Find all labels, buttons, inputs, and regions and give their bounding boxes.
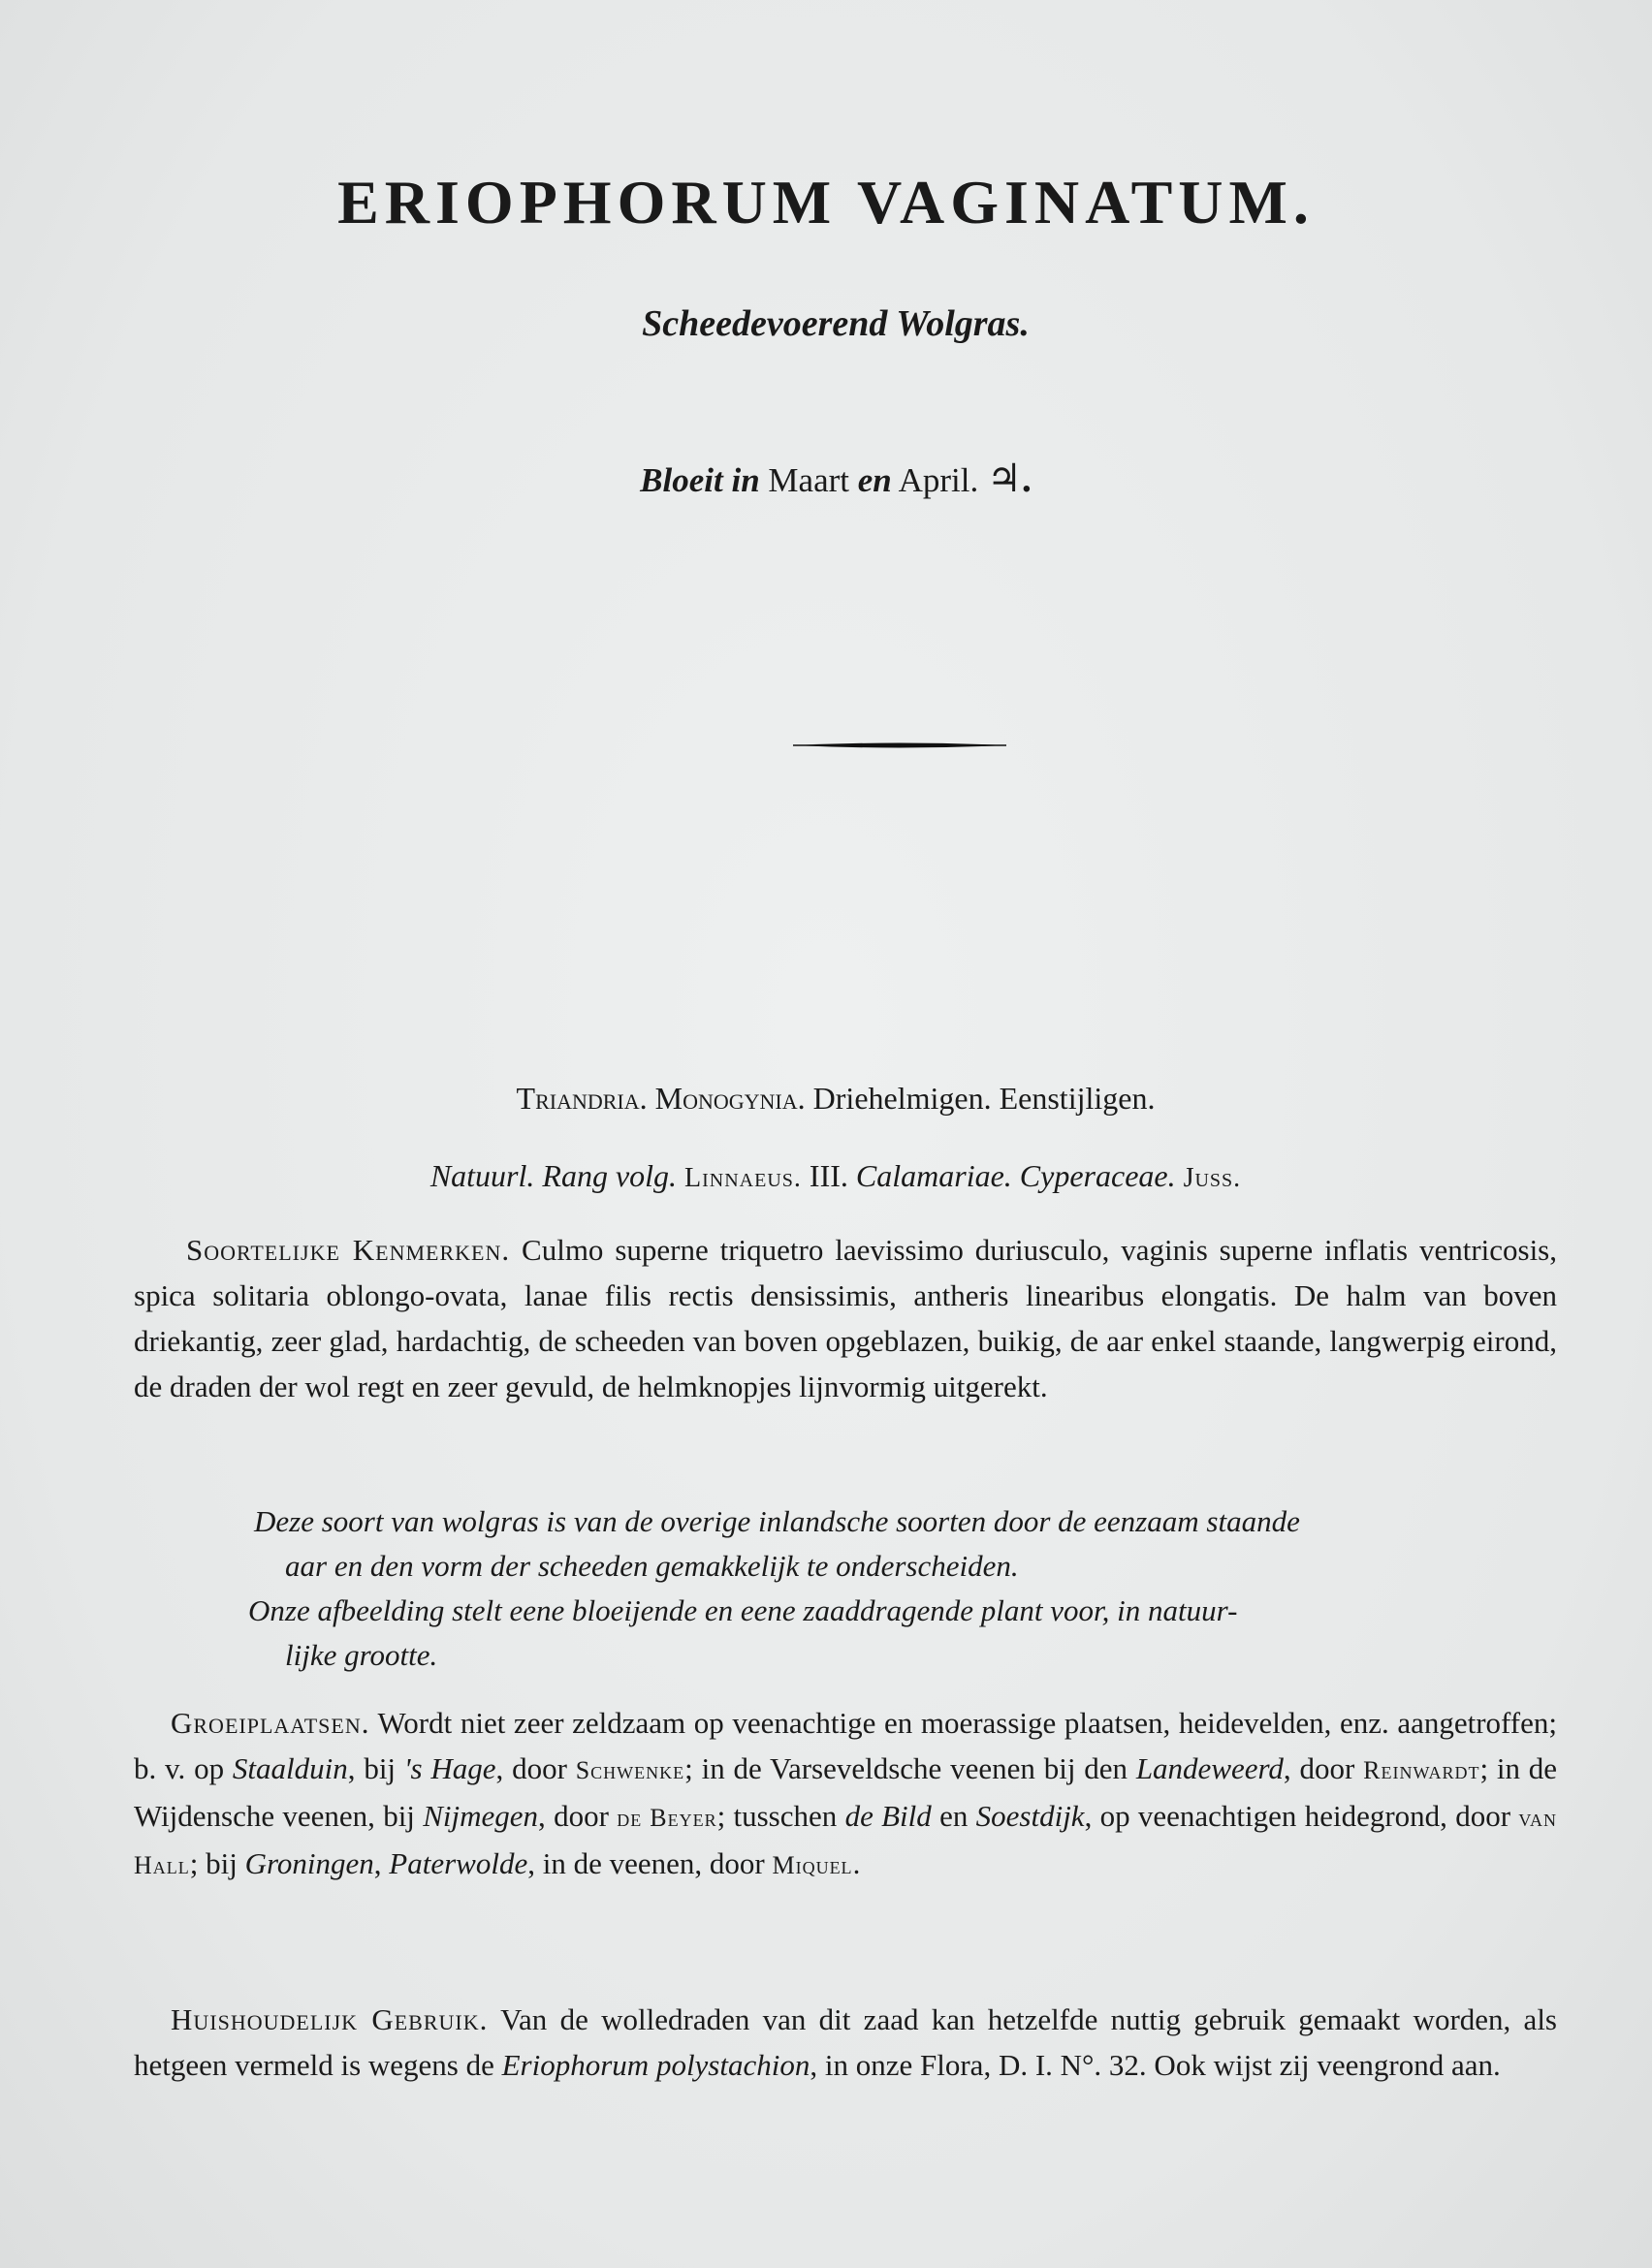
collector-name: Schwenke: [575, 1756, 685, 1784]
class-dutch: Driehelmigen.: [812, 1081, 992, 1116]
rank-families: Calamariae. Cyperaceae.: [855, 1158, 1176, 1193]
bloom-and: en: [857, 461, 892, 499]
place-name: Groningen: [244, 1846, 374, 1880]
rank-author-1: Linnaeus.: [684, 1163, 802, 1193]
habitat-paragraph: [134, 1700, 1557, 1888]
rank-prefix: Natuurl. Rang volg.: [429, 1158, 678, 1193]
place-name: Nijmegen: [423, 1799, 539, 1833]
usage-paragraph: [134, 1997, 1557, 2088]
bloom-prefix: Bloeit in: [640, 461, 760, 499]
place-name: 's Hage: [403, 1751, 496, 1785]
habitat-text: , in de veenen, door: [527, 1846, 765, 1880]
ornamental-rule: [793, 741, 1006, 749]
characteristics-text: Culmo superne triquetro laevissimo duriusculo, vaginis superne inflatis ventricosis, spica solitaria oblongo-ovata, lanae filis rectis densissimis, antheris linearibus elongatis. De halm van boven driekantig, zeer glad, hardachtig, de scheeden van boven opgeblazen, buikig, de aar enkel staande, langwerpig eirond, de draden der wol regt en zeer gevuld, de helmknopjes lijnvormig uitgerekt.: [134, 1233, 1558, 1403]
page-title: ERIOPHORUM VAGINATUM.: [337, 168, 1315, 236]
place-name: Paterwolde: [389, 1846, 528, 1880]
species-name: Eriophorum polystachion: [501, 2048, 810, 2082]
collector-name: Reinwardt: [1363, 1756, 1480, 1784]
collector-name: van Hall: [134, 1804, 1558, 1879]
rank-author-2: Juss.: [1183, 1163, 1242, 1193]
habitat-heading: Groeiplaatsen.: [171, 1706, 370, 1740]
usage-text: Van de wolledraden van dit zaad kan hetzelfde nuttig gebruik gemaakt worden, als hetgeen vermeld is wegens de: [134, 2002, 1557, 2082]
habitat-text: , op veenachtigen heidegrond, door: [1084, 1799, 1511, 1833]
perennial-symbol: ♃.: [986, 457, 1032, 500]
usage-heading: Huishoudelijk Gebruik.: [171, 2002, 489, 2036]
habitat-text: ; tusschen: [716, 1799, 838, 1833]
collector-name: Miquel: [772, 1851, 853, 1879]
bloom-month-2: April.: [898, 461, 979, 499]
habitat-text: , door: [1283, 1751, 1355, 1785]
characteristics-heading: Soortelijke Kenmerken.: [186, 1233, 511, 1267]
place-name: Landeweerd: [1135, 1751, 1284, 1785]
remark-line: Deze soort van wolgras is van de overige inlandsche soorten door de eenzaam staande: [254, 1504, 1300, 1538]
place-name: de Bild: [844, 1799, 932, 1833]
order-dutch: Eenstijligen.: [999, 1081, 1156, 1116]
remark-paragraph: [134, 1499, 1557, 1678]
remark-line: Onze afbeelding stelt eene bloeijende en eene zaaddragende plant voor, in natuur-: [248, 1593, 1238, 1627]
natural-rank-line: [0, 1158, 1652, 1194]
habitat-text: ,: [373, 1846, 382, 1880]
remark-line: aar en den vorm der scheeden gemakkelijk te onderscheiden.: [285, 1549, 1019, 1583]
classification-line: [0, 1081, 1652, 1117]
habitat-text: ; in de Wijdensche veenen, bij: [134, 1751, 1558, 1833]
habitat-text: , door: [538, 1799, 609, 1833]
habitat-text: ; bij: [189, 1846, 238, 1880]
dutch-name: Scheedevoerend Wolgras.: [642, 303, 1030, 344]
habitat-text: , door: [495, 1751, 567, 1785]
habitat-text: Wordt niet zeer zeldzaam op veenachtige en moerassige plaatsen, heidevelden, enz. aangetroffen; b. v. op: [134, 1706, 1557, 1785]
place-name: Staalduin: [232, 1751, 348, 1785]
bloom-line: [0, 456, 1652, 501]
rank-number: III.: [809, 1158, 848, 1193]
usage-text: , in onze Flora, D. I. N°. 32. Ook wijst zij veengrond aan.: [810, 2048, 1501, 2082]
place-name: Soestdijk: [975, 1799, 1085, 1833]
habitat-text: , bij: [347, 1751, 397, 1785]
order-latin: Monogynia.: [654, 1081, 806, 1116]
class-latin: Triandria.: [516, 1081, 648, 1116]
remark-line: lijke grootte.: [285, 1638, 438, 1672]
characteristics-paragraph: [134, 1227, 1557, 1409]
bloom-month-1: Maart: [768, 461, 849, 499]
habitat-text: en: [939, 1799, 969, 1833]
habitat-text: ; in de Varseveldsche veenen bij den: [684, 1751, 1128, 1785]
collector-name: de Beyer: [617, 1804, 717, 1832]
habitat-text: .: [852, 1846, 861, 1880]
